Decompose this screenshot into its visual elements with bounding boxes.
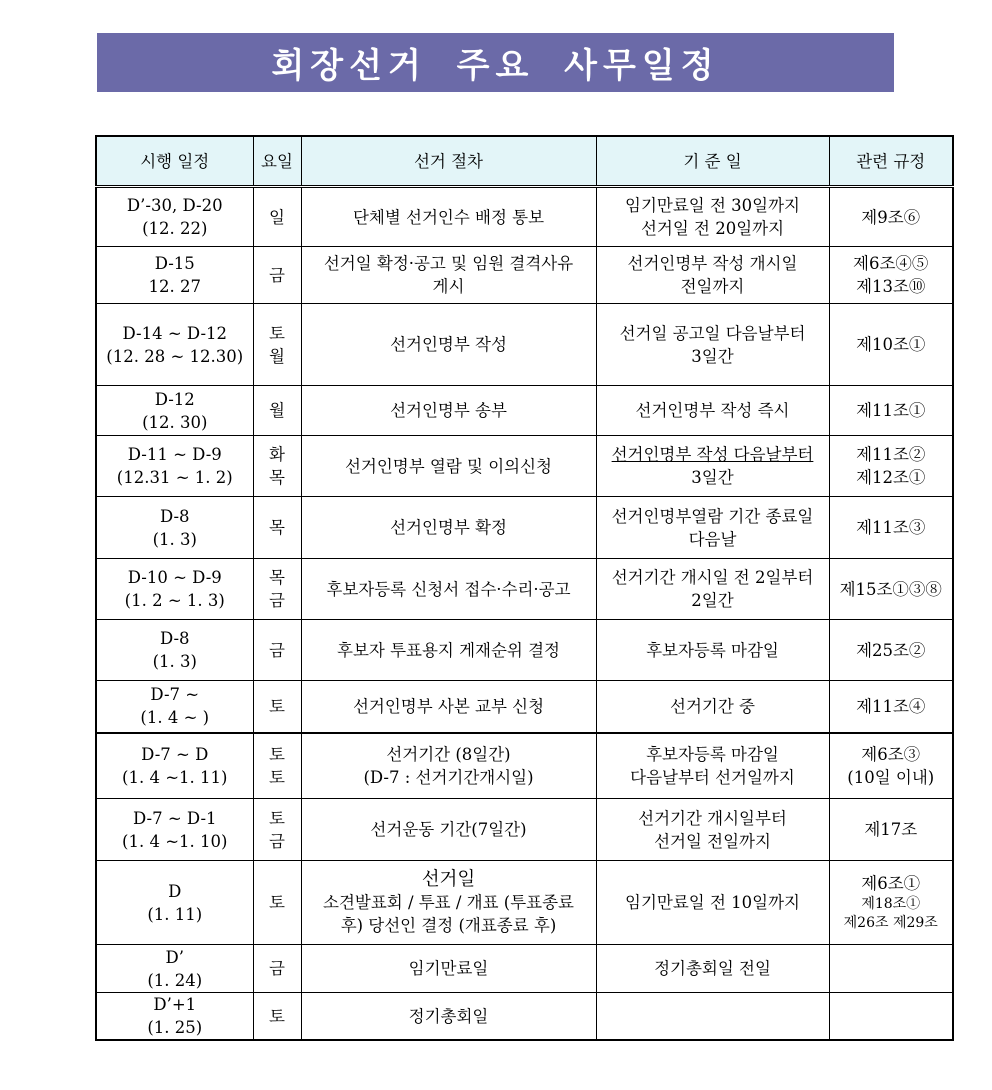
schedule-cell	[96, 799, 253, 861]
cell-line: 토	[269, 893, 285, 912]
table-row	[96, 436, 953, 497]
cell-line: 토	[269, 767, 285, 787]
day-cell	[253, 187, 301, 247]
procedure-cell	[301, 436, 596, 497]
table-row	[96, 993, 953, 1041]
cell-line: 제6조③	[861, 744, 921, 764]
cell-line: 선거인명부 송부	[390, 401, 507, 420]
cell-line: 2일간	[691, 591, 734, 610]
procedure-cell	[301, 799, 596, 861]
base-date-cell	[596, 993, 829, 1041]
cell-line: (12. 30)	[142, 412, 208, 432]
day-cell	[253, 681, 301, 733]
cell-line: 임기만료일	[408, 959, 489, 978]
cell-line: 제18조①	[861, 896, 921, 912]
base-date-cell	[596, 386, 829, 436]
cell-line: 다음날	[688, 529, 737, 549]
table-row	[96, 861, 953, 945]
schedule-cell	[96, 247, 253, 304]
schedule-cell	[96, 993, 253, 1041]
procedure-cell	[301, 386, 596, 436]
cell-line: 선거기간 개시일 전 2일부터	[611, 568, 814, 587]
cell-line: 선거일 공고일 다음날부터	[619, 323, 806, 343]
cell-line: (1. 4 ~1. 10)	[122, 831, 228, 851]
base-date-cell	[596, 861, 829, 945]
cell-line: (1. 4 ~ )	[140, 708, 210, 728]
procedure-cell	[301, 304, 596, 386]
procedure-cell	[301, 733, 596, 799]
cell-line: 3일간	[691, 346, 734, 366]
cell-line: D-8	[159, 629, 190, 648]
cell-line: 전일까지	[680, 277, 745, 296]
base-date-cell	[596, 436, 829, 497]
day-cell	[253, 620, 301, 681]
cell-line: D-11 ~ D-9	[127, 445, 222, 464]
cell-line: (1. 3)	[152, 529, 197, 549]
day-cell	[253, 945, 301, 993]
cell-line: (1. 25)	[147, 1018, 203, 1037]
schedule-cell	[96, 945, 253, 993]
regulation-cell	[829, 681, 953, 733]
cell-line: 목	[269, 568, 285, 587]
regulation-cell	[829, 620, 953, 681]
regulation-cell	[829, 386, 953, 436]
procedure-cell	[301, 945, 596, 993]
cell-line: 제6조④⑤	[853, 254, 929, 273]
cell-line: (1. 2 ~ 1. 3)	[124, 591, 225, 610]
schedule-cell	[96, 681, 253, 733]
procedure-cell	[301, 681, 596, 733]
cell-line: 제9조⑥	[861, 207, 921, 227]
table-row	[96, 799, 953, 861]
cell-line: 제11조①	[856, 401, 926, 420]
cell-line: 선거인명부 사본 교부 신청	[352, 696, 545, 716]
regulation-cell	[829, 861, 953, 945]
cell-line: (12.31 ~ 1. 2)	[116, 468, 233, 487]
cell-line: 선거기간 (8일간)	[386, 744, 511, 764]
day-cell	[253, 497, 301, 559]
day-cell	[253, 436, 301, 497]
procedure-cell	[301, 247, 596, 304]
cell-line: 금	[269, 265, 285, 285]
cell-line: D-10 ~ D-9	[127, 568, 222, 587]
cell-line: 소견발표회 / 투표 / 개표 (투표종료	[323, 893, 574, 912]
day-cell	[253, 799, 301, 861]
cell-line: 월	[269, 346, 285, 366]
regulation-cell	[829, 247, 953, 304]
cell-line: 선거운동 기간(7일간)	[370, 820, 527, 839]
cell-line: 제12조①	[856, 468, 926, 487]
cell-line: 제13조⑩	[856, 277, 926, 296]
cell-line: (1. 4 ~1. 11)	[122, 767, 228, 787]
base-date-cell	[596, 187, 829, 247]
cell-line: 후보자 투표용지 게재순위 결정	[337, 640, 560, 660]
cell-line: D’-30, D-20	[126, 196, 223, 215]
schedule-cell	[96, 733, 253, 799]
table-row	[96, 386, 953, 436]
base-date-cell	[596, 733, 829, 799]
cell-line: 선거일 전일까지	[654, 831, 771, 851]
cell-line: 정기총회일	[408, 1006, 489, 1026]
cell-line: 제6조①	[861, 874, 921, 893]
base-date-cell	[596, 304, 829, 386]
base-date-cell	[596, 620, 829, 681]
cell-line: 후보자등록 마감일	[646, 640, 779, 660]
cell-line: 선거인명부 열람 및 이의신청	[344, 456, 552, 476]
cell-line: (10일 이내)	[847, 767, 935, 787]
schedule-table	[95, 135, 954, 1041]
cell-line: 금	[269, 640, 285, 660]
cell-line: 제25조②	[856, 640, 926, 660]
regulation-cell	[829, 187, 953, 247]
cell-line: D-14 ~ D-12	[122, 323, 228, 343]
header-procedure: 선거 절차	[301, 136, 596, 187]
cell-line: 토	[269, 808, 285, 828]
day-cell	[253, 247, 301, 304]
cell-line: 목	[269, 468, 285, 487]
header-base-date: 기 준 일	[596, 136, 829, 187]
cell-line: D-7 ~ D-1	[132, 808, 217, 828]
cell-line: (1. 24)	[147, 970, 203, 990]
base-date-cell	[596, 799, 829, 861]
day-cell	[253, 733, 301, 799]
table-row	[96, 497, 953, 559]
cell-line: 임기만료일 전 10일까지	[625, 893, 800, 912]
cell-line: 선거일	[421, 869, 476, 890]
cell-line: 선거인명부 작성 즉시	[635, 401, 790, 420]
day-cell	[253, 304, 301, 386]
cell-line: 제17조	[864, 820, 918, 839]
procedure-cell	[301, 559, 596, 620]
cell-line: D’	[165, 947, 184, 967]
cell-line: 토	[269, 744, 285, 764]
base-date-cell	[596, 945, 829, 993]
schedule-cell	[96, 559, 253, 620]
cell-line: 선거일 확정·공고 및 임원 결격사유	[323, 254, 574, 273]
cell-line: 후보자등록 마감일	[646, 744, 779, 764]
cell-line: 월	[269, 401, 285, 420]
cell-line: (D-7 : 선거기간개시일)	[363, 767, 534, 787]
cell-line: 다음날부터 선거일까지	[630, 767, 795, 787]
cell-line: D-7 ~ D	[141, 744, 209, 764]
day-cell	[253, 386, 301, 436]
base-date-cell	[596, 681, 829, 733]
cell-line: 금	[269, 959, 285, 978]
day-cell	[253, 861, 301, 945]
cell-line: 임기만료일 전 30일까지	[625, 196, 800, 215]
schedule-cell	[96, 620, 253, 681]
cell-line: 목	[269, 518, 285, 537]
regulation-cell	[829, 733, 953, 799]
regulation-cell	[829, 799, 953, 861]
cell-line: 정기총회일 전일	[654, 959, 771, 978]
cell-line: 금	[269, 831, 285, 851]
cell-line: 선거인명부 확정	[390, 518, 507, 537]
regulation-cell	[829, 497, 953, 559]
procedure-cell	[301, 497, 596, 559]
table-row	[96, 681, 953, 733]
cell-line: D-12	[154, 389, 195, 409]
table-row	[96, 247, 953, 304]
cell-line: (12. 28 ~ 12.30)	[106, 346, 244, 366]
cell-line: 선거기간 중	[670, 696, 755, 716]
cell-line: 토	[269, 696, 285, 716]
schedule-cell	[96, 497, 253, 559]
cell-line: 일	[269, 207, 285, 227]
regulation-cell	[829, 559, 953, 620]
cell-line: 금	[269, 591, 285, 610]
cell-line: D’+1	[153, 995, 197, 1014]
header-regulation: 관련 규정	[829, 136, 953, 187]
schedule-cell	[96, 304, 253, 386]
cell-line: 제26조 제29조	[843, 915, 938, 931]
schedule-cell	[96, 187, 253, 247]
schedule-cell	[96, 386, 253, 436]
cell-line: 후보자등록 신청서 접수·수리·공고	[326, 579, 571, 599]
cell-line: 단체별 선거인수 배정 통보	[352, 207, 545, 227]
cell-line: D	[168, 881, 182, 901]
day-cell	[253, 993, 301, 1041]
cell-line: 선거일 전 20일까지	[640, 219, 785, 238]
cell-line: 후) 당선인 결정 (개표종료 후)	[340, 916, 557, 935]
header-day: 요일	[253, 136, 301, 187]
cell-line: 선거인명부 작성	[390, 335, 507, 354]
table-row	[96, 945, 953, 993]
cell-line: D-7 ~	[150, 685, 200, 705]
procedure-cell	[301, 861, 596, 945]
page-title-banner	[97, 33, 894, 92]
table-row	[96, 187, 953, 247]
procedure-cell	[301, 620, 596, 681]
cell-line: 제11조②	[856, 445, 926, 464]
cell-line: 선거인명부 작성 다음날부터	[611, 445, 814, 464]
cell-line: 토	[269, 323, 285, 343]
cell-line: 선거기간 개시일부터	[638, 808, 787, 828]
cell-line: 선거인명부 작성 개시일	[627, 254, 798, 273]
schedule-cell	[96, 436, 253, 497]
cell-line: D-15	[154, 254, 195, 273]
cell-line: 12. 27	[148, 277, 201, 296]
procedure-cell	[301, 993, 596, 1041]
base-date-cell	[596, 559, 829, 620]
cell-line: 제11조③	[856, 518, 926, 537]
cell-line: 제11조④	[856, 696, 926, 716]
cell-line: (12. 22)	[142, 219, 208, 238]
cell-line: 게시	[432, 277, 465, 296]
cell-line: (1. 11)	[147, 904, 203, 924]
day-cell	[253, 559, 301, 620]
table-row	[96, 620, 953, 681]
regulation-cell	[829, 436, 953, 497]
regulation-cell	[829, 304, 953, 386]
base-date-cell	[596, 247, 829, 304]
cell-line: 토	[269, 1006, 285, 1026]
regulation-cell	[829, 993, 953, 1041]
header-schedule: 시행 일정	[96, 136, 253, 187]
cell-line: 제15조①③⑧	[839, 579, 942, 599]
page-title: 회장선거 주요 사무일정	[271, 46, 720, 86]
header-row	[96, 136, 953, 187]
cell-line: 화	[269, 445, 285, 464]
cell-line: D-8	[159, 506, 190, 526]
table-row	[96, 304, 953, 386]
table-row	[96, 733, 953, 799]
cell-line: (1. 3)	[152, 652, 197, 671]
regulation-cell	[829, 945, 953, 993]
cell-line: 제10조①	[856, 335, 926, 354]
cell-line: 3일간	[691, 468, 734, 487]
schedule-cell	[96, 861, 253, 945]
cell-line: 선거인명부열람 기간 종료일	[611, 506, 814, 526]
table-row	[96, 559, 953, 620]
procedure-cell	[301, 187, 596, 247]
base-date-cell	[596, 497, 829, 559]
